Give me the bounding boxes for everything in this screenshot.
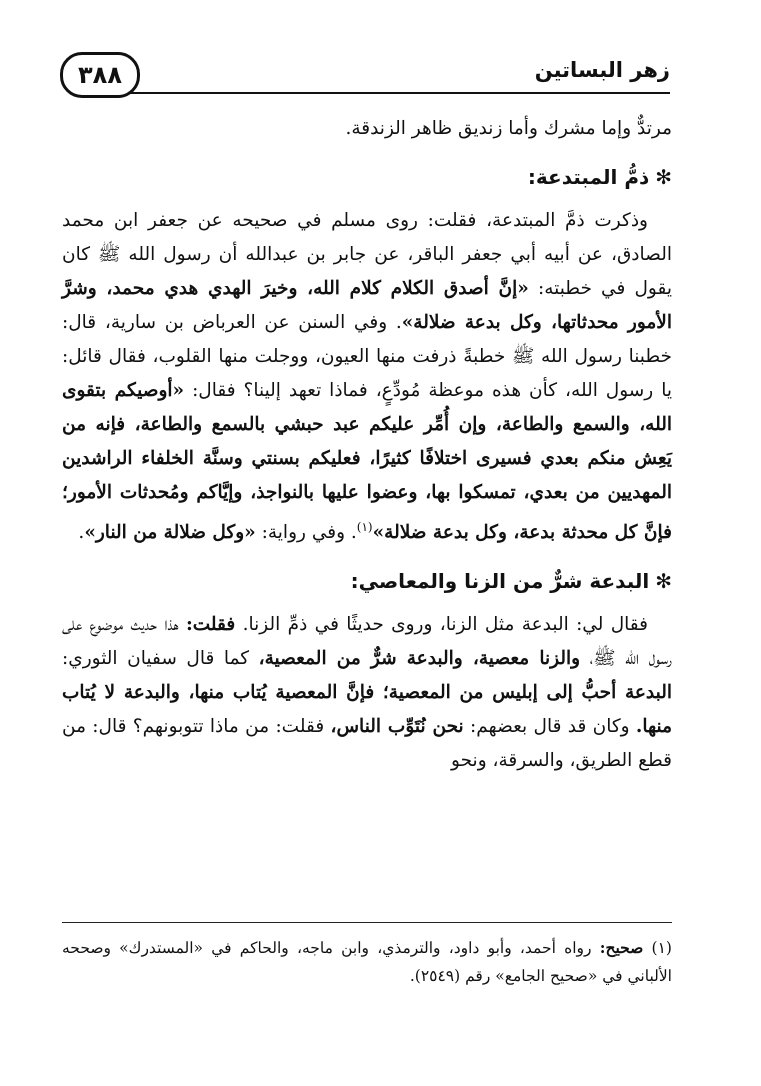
star-icon: ✻ (655, 165, 672, 189)
text-run: وكان قد قال بعضهم: (463, 716, 636, 738)
paragraph-innovation-vs-sin (62, 608, 672, 778)
hadith-quote: «إنَّ أصدق الكلام كلام الله، وخيرَ الهدي هدي محمد، وشرَّ الأمور محدثاتها، وكل بدعة ضلالة» (62, 278, 672, 333)
text-run: فقال لي: البدعة مثل الزنا، وروى حديثًا في ذمِّ الزنا. (235, 614, 648, 636)
page-header (60, 52, 670, 98)
said-label: فقلت: (185, 614, 236, 636)
text-run: . وفي السنن عن العرباض بن سارية، قال: خطبنا رسول الله ﷺ خطبةً ذرفت منها العيون، ووجلت منها القلوب، فقال قائل: يا رسول الله، كأن هذه موعظة مُودِّعٍ، فماذا تعهد إلينا؟ فقال: (62, 312, 672, 401)
star-icon: ✻ (655, 569, 672, 594)
quote-sufyan: البدعة أحبُّ إلى إبليس من المعصية؛ فإنَّ المعصية يُتاب منها، والبدعة لا يُتاب منها. (62, 682, 673, 738)
emphasis-run: نحن نُتَوِّب الناس، (330, 716, 464, 738)
header-rule (130, 92, 670, 94)
section-title: ذمُّ المبتدعة: (527, 165, 650, 189)
paragraph-innovators (62, 204, 672, 550)
text-run: كما قال سفيان الثوري: (62, 648, 259, 670)
page-number-badge (60, 52, 140, 98)
hadith-quote: «أوصيكم بتقوى الله، والسمع والطاعة، وإن أُمِّر عليكم عبد حبشي بالسمع والطاعة، فإنه من يَعِش منكم بعدي فسيرى اختلافًا كثيرًا، فعليكم بسنتي وسنَّة الخلفاء الراشدين المهديين من بعدي، تمسكوا بها، وعضوا عليها بالنواجذ، وإيَّاكم ومُحدثات الأمور؛ فإنَّ كل محدثة بدعة، وكل بدعة ضلالة» (62, 380, 672, 544)
text-run: هذا حديث موضوع على رسول الله ﷺ، (62, 614, 672, 670)
footnote-reference[interactable]: (١) (356, 520, 373, 534)
page-number: ٣٨٨ (78, 61, 122, 89)
footnote-label: صحيح: (599, 938, 644, 957)
section-title: البدعة شرٌّ من الزنا والمعاصي: (350, 569, 650, 594)
running-title: زهر البساتين (534, 58, 670, 82)
footnote-body: رواه أحمد، وأبو داود، والترمذي، وابن ماجه، والحاكم في «المستدرك» وصححه الألباني في «صحيح الجامع» رقم (٢٥٤٩). (62, 939, 672, 985)
text-run: وذكرت ذمَّ المبتدعة، فقلت: روى مسلم في صحيحه عن جعفر ابن محمد الصادق، عن أبيه أبي جعفر الباقر، عن جابر بن عبدالله أن رسول الله ﷺ كان يقول في خطبته: (62, 210, 672, 299)
emphasis-run: والزنا معصية، والبدعة شرٌّ من المعصية، (258, 648, 581, 670)
footnote-number: (١) (651, 939, 672, 957)
text-run: فقلت: من ماذا تتوبونهم؟ قال: من قطع الطريق، والسرقة، ونحو (62, 716, 672, 772)
continuation-text: مرتدٌّ وإما مشرك وأما زنديق ظاهر الزندقة. (345, 118, 672, 139)
footnote-text (62, 934, 672, 990)
section-heading-innovation-vs-sin (62, 564, 672, 598)
text-run: . (78, 522, 85, 544)
hadith-quote: «وكل ضلالة من النار» (84, 522, 256, 544)
section-heading-innovators (62, 160, 672, 194)
continuation-paragraph (62, 112, 672, 146)
footnote-rule (62, 922, 672, 923)
body-text (62, 112, 672, 778)
text-run: . وفي رواية: (255, 522, 357, 544)
footnote (62, 934, 672, 990)
